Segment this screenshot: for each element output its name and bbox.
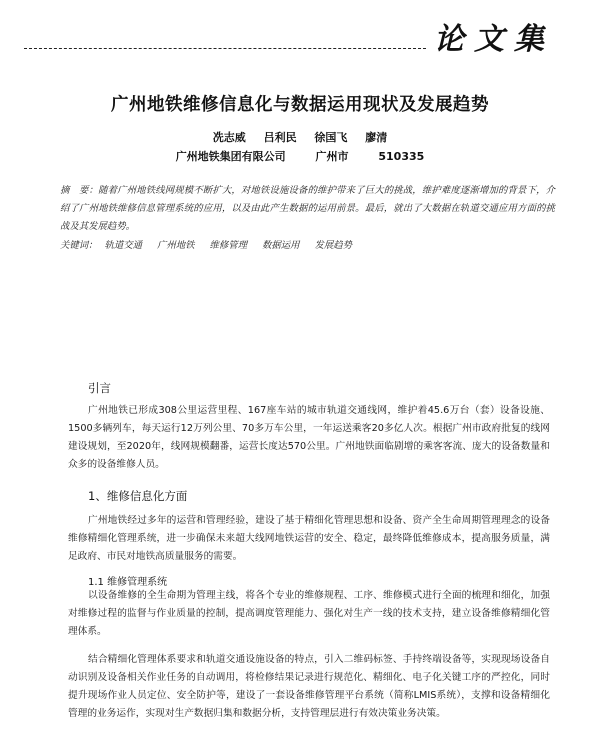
subsection-heading: 1.1 维修管理系统 — [88, 577, 168, 588]
author: 吕利民 — [263, 131, 297, 144]
keywords-label: 关键词： — [60, 240, 98, 251]
header-rule — [24, 48, 426, 49]
keyword: 维修管理 — [209, 240, 248, 251]
keyword: 轨道交通 — [104, 240, 143, 251]
affiliation — [0, 148, 600, 164]
author-list — [0, 129, 600, 145]
affiliation-org: 广州地铁集团有限公司 — [175, 150, 286, 163]
author: 廖清 — [365, 131, 388, 144]
keywords — [60, 237, 555, 251]
intro-paragraph: 广州地铁已形成308公里运营里程、167座车站的城市轨道交通线网，维护着45.6万台（套）设备设施、1500多辆列车，每天运行12万列公里、70多万车公里，一年运送乘客20多亿人次。根据广州市政府批复的线网建设规划，至2020年，线网规模翻番，运营长度达570公里。广州地铁面临剧增的乘客客流、庞大的设备数量和众多的设备维修人员。 — [68, 405, 550, 470]
section-paragraph: 广州地铁经过多年的运营和管理经验，建设了基于精细化管理思想和设备、资产全生命周期管理理念的设备维修精细化管理系统，进一步确保未来超大线网地铁运营的安全、稳定，最终降低维修成本，提高服务质量，满足政府、市民对地铁高质量服务的需要。 — [68, 515, 550, 562]
author: 冼志威 — [212, 131, 246, 144]
subsection-paragraph: 以设备维修的全生命期为管理主线，将各个专业的维修规程、工序、维修模式进行全面的梳理和细化，加强对维修过程的监督与作业质量的控制，提高调度管理能力、强化对生产一线的技术支持，建立设备维修精细化管理体系。 — [68, 590, 550, 637]
author: 徐国飞 — [314, 131, 348, 144]
keyword: 数据运用 — [262, 240, 300, 251]
affiliation-postcode: 510335 — [378, 150, 425, 163]
header-label: 论文集 — [434, 22, 554, 57]
subsection-paragraph-2: 结合精细化管理体系要求和轨道交通设施设备的特点，引入二维码标签、手持终端设备等，实现现场设备自动识别及设备相关作业任务的自动调用，将检修结果记录进行规范化、精细化、电子化关键工序的严控化，同时提升现场作业人员定位、安全防护等，建设了一套设备维修管理平台系统（简称LMIS系统），支撑和设备精细化管理的业务运作，实现对生产数据归集和数据分析，支持管理层进行有效决策业务决策。 — [68, 654, 550, 719]
keyword: 广州地铁 — [157, 240, 195, 251]
abstract: 摘 要：随着广州地铁线网规模不断扩大，对地铁设施设备的维护带来了巨大的挑战，维护难度逐渐增加的背景下，介绍了广州地铁维修信息管理系统的应用，以及由此产生数据的运用前景。最后，就出了大数据在轨道交通应用方面的挑战及其发展趋势。 — [60, 185, 555, 232]
section-heading: 1、维修信息化方面 — [88, 489, 188, 503]
paper-title: 广州地铁维修信息化与数据运用现状及发展趋势 — [111, 95, 489, 115]
intro-heading: 引言 — [88, 381, 111, 395]
affiliation-city: 广州市 — [315, 150, 349, 163]
keyword: 发展趋势 — [314, 240, 353, 251]
